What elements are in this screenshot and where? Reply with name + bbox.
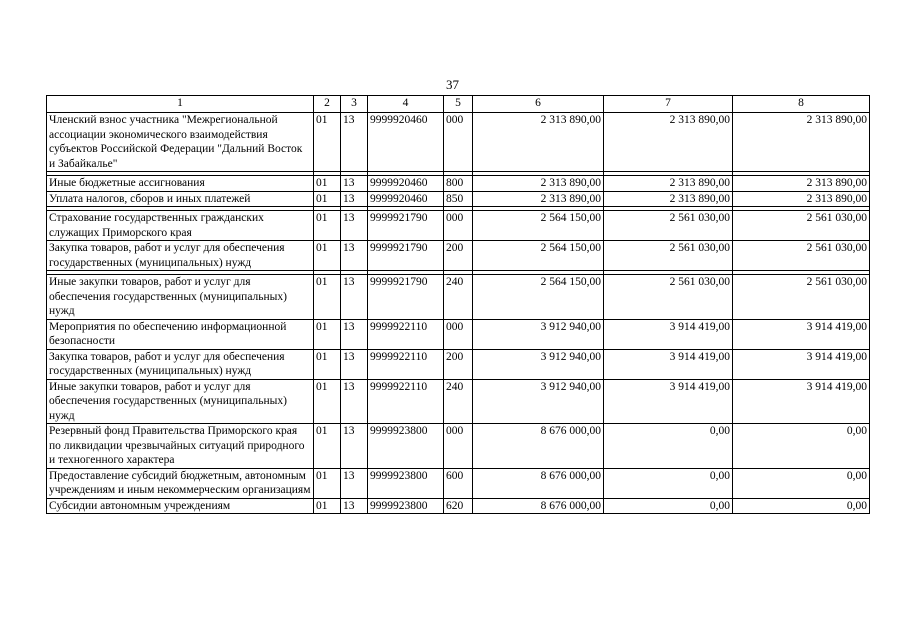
row-expense-type: 240 xyxy=(444,275,473,320)
row-expense-type: 800 xyxy=(444,176,473,192)
row-amount-col-7: 3 914 419,00 xyxy=(604,349,733,379)
row-section: 01 xyxy=(314,275,341,320)
row-name: Предоставление субсидий бюджетным, автономным учреждениям и иным некоммерческим организациям xyxy=(47,468,314,498)
header-col-7: 7 xyxy=(604,96,733,113)
row-subsection: 13 xyxy=(341,176,368,192)
header-row xyxy=(47,96,870,113)
row-name: Иные бюджетные ассигнования xyxy=(47,176,314,192)
row-name: Членский взнос участника "Межрегиональной ассоциации экономического взаимодействия субъектов Российской Федерации "Дальний Восток и Забайкалье" xyxy=(47,113,314,172)
row-section: 01 xyxy=(314,468,341,498)
row-section: 01 xyxy=(314,379,341,424)
header-col-4: 4 xyxy=(368,96,444,113)
header-col-5: 5 xyxy=(444,96,473,113)
row-amount-col-6: 2 313 890,00 xyxy=(473,176,604,192)
header-col-6: 6 xyxy=(473,96,604,113)
row-amount-col-8: 3 914 419,00 xyxy=(733,379,870,424)
row-amount-col-8: 2 313 890,00 xyxy=(733,113,870,172)
row-amount-col-6: 2 564 150,00 xyxy=(473,211,604,241)
row-amount-col-7: 2 313 890,00 xyxy=(604,113,733,172)
row-target-article: 9999923800 xyxy=(368,468,444,498)
row-amount-col-6: 2 313 890,00 xyxy=(473,191,604,207)
row-expense-type: 200 xyxy=(444,241,473,271)
row-amount-col-7: 2 313 890,00 xyxy=(604,191,733,207)
row-expense-type: 000 xyxy=(444,319,473,349)
row-amount-col-6: 8 676 000,00 xyxy=(473,468,604,498)
row-subsection: 13 xyxy=(341,498,368,514)
row-amount-col-6: 8 676 000,00 xyxy=(473,424,604,469)
row-target-article: 9999922110 xyxy=(368,379,444,424)
row-section: 01 xyxy=(314,424,341,469)
row-subsection: 13 xyxy=(341,113,368,172)
table-row xyxy=(47,468,870,498)
row-target-article: 9999922110 xyxy=(368,349,444,379)
row-amount-col-6: 2 564 150,00 xyxy=(473,241,604,271)
row-section: 01 xyxy=(314,319,341,349)
header-col-1: 1 xyxy=(47,96,314,113)
row-amount-col-7: 2 561 030,00 xyxy=(604,275,733,320)
row-subsection: 13 xyxy=(341,241,368,271)
row-expense-type: 000 xyxy=(444,113,473,172)
row-section: 01 xyxy=(314,113,341,172)
row-amount-col-8: 2 313 890,00 xyxy=(733,191,870,207)
row-name: Субсидии автономным учреждениям xyxy=(47,498,314,514)
row-target-article: 9999921790 xyxy=(368,211,444,241)
row-amount-col-8: 3 914 419,00 xyxy=(733,349,870,379)
table-row xyxy=(47,319,870,349)
row-amount-col-6: 3 912 940,00 xyxy=(473,319,604,349)
row-expense-type: 000 xyxy=(444,211,473,241)
budget-table xyxy=(46,95,870,514)
table-row xyxy=(47,211,870,241)
row-amount-col-6: 8 676 000,00 xyxy=(473,498,604,514)
row-section: 01 xyxy=(314,241,341,271)
row-section: 01 xyxy=(314,349,341,379)
row-target-article: 9999920460 xyxy=(368,113,444,172)
row-section: 01 xyxy=(314,176,341,192)
table-row xyxy=(47,275,870,320)
row-amount-col-8: 2 561 030,00 xyxy=(733,211,870,241)
row-subsection: 13 xyxy=(341,379,368,424)
row-amount-col-7: 3 914 419,00 xyxy=(604,319,733,349)
table-row xyxy=(47,379,870,424)
row-amount-col-7: 3 914 419,00 xyxy=(604,379,733,424)
row-subsection: 13 xyxy=(341,349,368,379)
row-amount-col-8: 0,00 xyxy=(733,468,870,498)
row-amount-col-8: 2 313 890,00 xyxy=(733,176,870,192)
row-expense-type: 620 xyxy=(444,498,473,514)
row-target-article: 9999923800 xyxy=(368,498,444,514)
table-body xyxy=(47,113,870,514)
page-number: 37 xyxy=(446,77,459,92)
row-name: Резервный фонд Правительства Приморского края по ликвидации чрезвычайных ситуаций природного и техногенного характера xyxy=(47,424,314,469)
row-section: 01 xyxy=(314,498,341,514)
row-amount-col-6: 3 912 940,00 xyxy=(473,379,604,424)
row-name: Иные закупки товаров, работ и услуг для обеспечения государственных (муниципальных) нужд xyxy=(47,275,314,320)
table-row xyxy=(47,349,870,379)
row-amount-col-8: 2 561 030,00 xyxy=(733,241,870,271)
row-target-article: 9999923800 xyxy=(368,424,444,469)
row-subsection: 13 xyxy=(341,319,368,349)
table-row xyxy=(47,191,870,207)
table-row xyxy=(47,241,870,271)
row-amount-col-6: 2 313 890,00 xyxy=(473,113,604,172)
row-expense-type: 200 xyxy=(444,349,473,379)
row-name: Уплата налогов, сборов и иных платежей xyxy=(47,191,314,207)
row-target-article: 9999922110 xyxy=(368,319,444,349)
row-amount-col-6: 2 564 150,00 xyxy=(473,275,604,320)
row-subsection: 13 xyxy=(341,424,368,469)
table-row xyxy=(47,424,870,469)
row-amount-col-7: 2 313 890,00 xyxy=(604,176,733,192)
header-col-8: 8 xyxy=(733,96,870,113)
row-amount-col-7: 0,00 xyxy=(604,424,733,469)
row-target-article: 9999920460 xyxy=(368,176,444,192)
row-expense-type: 000 xyxy=(444,424,473,469)
row-name: Мероприятия по обеспечению информационной безопасности xyxy=(47,319,314,349)
row-amount-col-8: 0,00 xyxy=(733,498,870,514)
row-amount-col-8: 2 561 030,00 xyxy=(733,275,870,320)
row-amount-col-8: 0,00 xyxy=(733,424,870,469)
row-subsection: 13 xyxy=(341,275,368,320)
row-name: Закупка товаров, работ и услуг для обеспечения государственных (муниципальных) нужд xyxy=(47,241,314,271)
row-section: 01 xyxy=(314,191,341,207)
row-amount-col-7: 0,00 xyxy=(604,498,733,514)
table-row xyxy=(47,498,870,514)
row-name: Иные закупки товаров, работ и услуг для обеспечения государственных (муниципальных) нужд xyxy=(47,379,314,424)
row-expense-type: 600 xyxy=(444,468,473,498)
header-col-2: 2 xyxy=(314,96,341,113)
row-name: Закупка товаров, работ и услуг для обеспечения государственных (муниципальных) нужд xyxy=(47,349,314,379)
row-expense-type: 850 xyxy=(444,191,473,207)
table-row xyxy=(47,176,870,192)
row-section: 01 xyxy=(314,211,341,241)
row-amount-col-7: 2 561 030,00 xyxy=(604,241,733,271)
row-name: Страхование государственных гражданских служащих Приморского края xyxy=(47,211,314,241)
header-col-3: 3 xyxy=(341,96,368,113)
row-subsection: 13 xyxy=(341,211,368,241)
row-target-article: 9999920460 xyxy=(368,191,444,207)
row-subsection: 13 xyxy=(341,191,368,207)
row-expense-type: 240 xyxy=(444,379,473,424)
row-target-article: 9999921790 xyxy=(368,241,444,271)
row-target-article: 9999921790 xyxy=(368,275,444,320)
row-amount-col-7: 2 561 030,00 xyxy=(604,211,733,241)
row-amount-col-7: 0,00 xyxy=(604,468,733,498)
row-amount-col-8: 3 914 419,00 xyxy=(733,319,870,349)
table-row xyxy=(47,113,870,172)
row-subsection: 13 xyxy=(341,468,368,498)
row-amount-col-6: 3 912 940,00 xyxy=(473,349,604,379)
